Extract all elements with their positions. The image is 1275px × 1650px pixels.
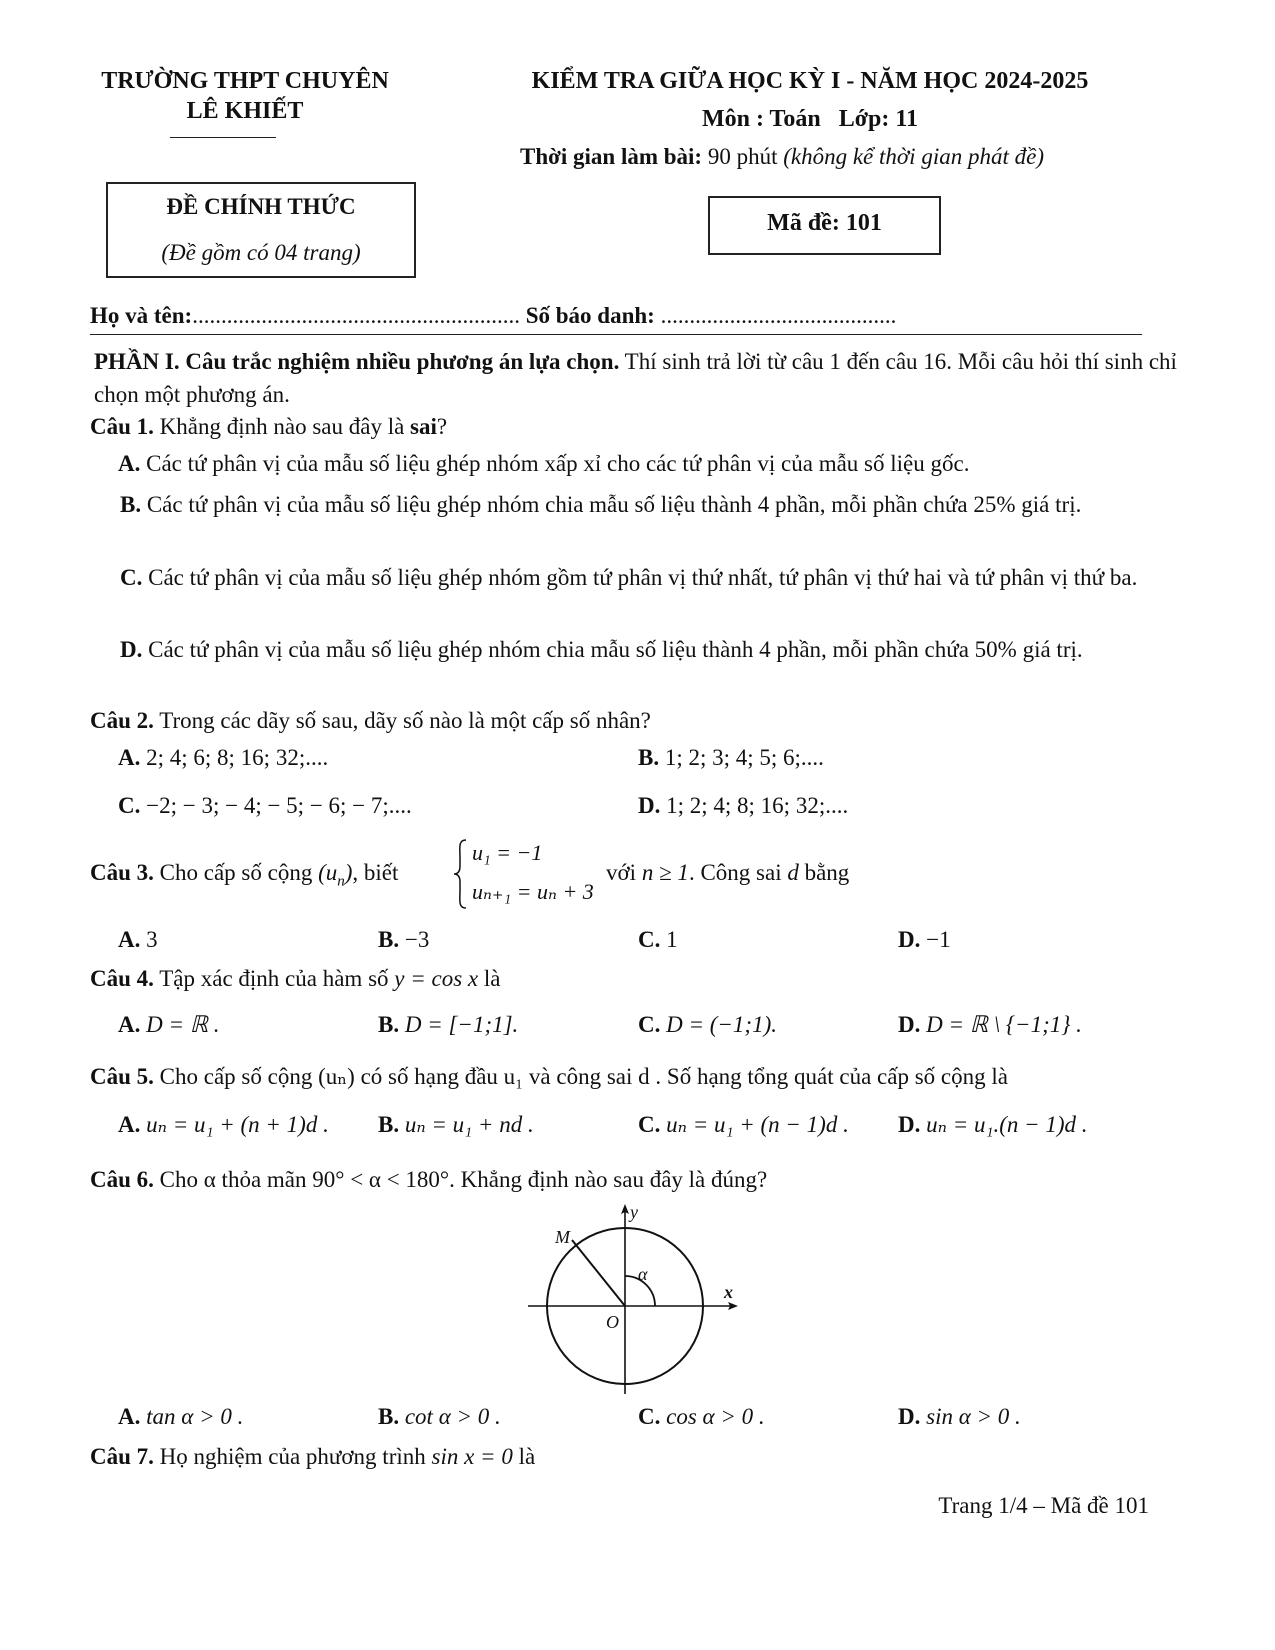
q7-stem: Câu 7. Họ nghiệm của phương trình sin x = 0 là xyxy=(90,1444,536,1469)
q6-stem: Câu 6. Cho α thỏa mãn 90° < α < 180°. Khẳng định nào sau đây là đúng? xyxy=(90,1167,768,1192)
exam-code-box xyxy=(708,196,941,255)
exam-time xyxy=(520,144,1044,170)
exam-code: Mã đề: 101 xyxy=(767,210,882,236)
official-label: ĐỀ CHÍNH THỨC xyxy=(166,194,356,219)
q1-stem xyxy=(90,414,447,440)
q5-option-c: C. uₙ = u₁ + (n − 1)d . xyxy=(638,1112,849,1137)
q3-option-a: A. 3 xyxy=(118,927,158,952)
q5-option-a: A. uₙ = u₁ + (n + 1)d . xyxy=(118,1112,329,1137)
q5-option-b: B. uₙ = u₁ + nd . xyxy=(378,1112,534,1137)
unit-circle-figure xyxy=(520,1198,750,1398)
q3-stem-left: Câu 3. Cho cấp số cộng $(u_n)$, biết xyxy=(90,860,399,890)
school-name-line1: TRƯỜNG THPT CHUYÊN xyxy=(101,68,389,94)
system-eq2: uₙ₊₁ = uₙ + 3 xyxy=(472,879,594,904)
q3-option-d: D. −1 xyxy=(898,927,951,952)
q3-option-b: B. −3 xyxy=(378,927,430,952)
label-m: M xyxy=(555,1227,570,1247)
label-o: O xyxy=(606,1312,619,1332)
q4-stem: Câu 4. Tập xác định của hàm số y = cos x là xyxy=(90,966,501,991)
part1-instruction: Thí sinh trả lời từ câu 1 đến câu 16. Mỗi câu hỏi thí sinh chỉ chọn một phương án. xyxy=(94,349,1177,407)
student-info-line xyxy=(90,303,896,329)
page-footer: Trang 1/4 – Mã đề 101 xyxy=(938,1493,1149,1518)
q4-option-c: C. D = (−1;1). xyxy=(638,1012,778,1037)
radius-om xyxy=(572,1240,625,1306)
name-label: Họ và tên: xyxy=(90,303,193,328)
q2-option-b: B. 1; 2; 3; 4; 5; 6;.... xyxy=(638,745,824,770)
q6-option-b: B. cot α > 0 . xyxy=(378,1404,501,1429)
q1-option-c: C. Các tứ phân vị của mẫu số liệu ghép nhóm gồm tứ phân vị thứ nhất, tứ phân vị thứ hai và tứ phân vị thứ ba. xyxy=(120,565,1138,590)
q3-option-c: C. 1 xyxy=(638,927,678,952)
q6-option-d: D. sin α > 0 . xyxy=(898,1404,1021,1429)
time-note: (không kể thời gian phát đề) xyxy=(783,144,1044,169)
part1-title: PHẦN I. Câu trắc nghiệm nhiều phương án lựa chọn. xyxy=(94,349,620,374)
q1-option-b: B. Các tứ phân vị của mẫu số liệu ghép nhóm chia mẫu số liệu thành 4 phần, mỗi phần chứa 25% giá trị. xyxy=(120,492,1082,517)
part1-heading xyxy=(94,345,1204,411)
q2-option-c: C. −2; − 3; − 4; − 5; − 6; − 7;.... xyxy=(118,793,412,818)
pages-note: (Đề gồm có 04 trang) xyxy=(161,240,361,265)
time-value: 90 phút xyxy=(707,144,778,169)
time-label: Thời gian làm bài: xyxy=(520,144,703,169)
q4-option-a: A. D = ℝ . xyxy=(118,1012,220,1037)
id-label: Số báo danh: xyxy=(525,303,655,328)
official-exam-box xyxy=(106,182,416,278)
q1-text-end: ? xyxy=(436,414,448,439)
q6-option-a: A. tan α > 0 . xyxy=(118,1404,244,1429)
q1-option-a: A. Các tứ phân vị của mẫu số liệu ghép nhóm xấp xỉ cho các tứ phân vị của mẫu số liệu gốc. xyxy=(118,451,970,476)
header-underline xyxy=(170,137,276,138)
name-dots: ......................................................... xyxy=(192,303,520,328)
q5-stem: Câu 5. Cho cấp số cộng (uₙ) có số hạng đầu u₁ và công sai d . Số hạng tổng quát của cấp số cộng là xyxy=(90,1064,1008,1089)
q4-option-b: B. D = [−1;1]. xyxy=(378,1012,519,1037)
exam-title: KIỂM TRA GIỮA HỌC KỲ I - NĂM HỌC 2024-2025 xyxy=(531,68,1089,94)
q4-option-d: D. D = ℝ \ {−1;1} . xyxy=(898,1012,1082,1037)
q5-option-d: D. uₙ = u₁.(n − 1)d . xyxy=(898,1112,1088,1137)
q3-stem-right: với n ≥ 1. Công sai d bằng xyxy=(606,860,850,885)
label-x: x xyxy=(724,1282,733,1302)
subject-grade: Môn : Toán Lớp: 11 xyxy=(701,106,919,132)
label-alpha: α xyxy=(638,1264,648,1284)
q1-text: Khẳng định nào sau đây là xyxy=(153,414,411,439)
system-brace xyxy=(452,838,468,910)
system-eq1: u₁ = −1 xyxy=(472,840,543,865)
id-dots: ......................................... xyxy=(660,303,897,328)
header-divider xyxy=(90,334,1142,335)
q2-option-a: A. 2; 4; 6; 8; 16; 32;.... xyxy=(118,745,329,770)
q2-option-d: D. 1; 2; 4; 8; 16; 32;.... xyxy=(638,793,849,818)
school-name-line2: LÊ KHIẾT xyxy=(186,98,304,124)
label-y: y xyxy=(630,1202,638,1222)
q1-option-d: D. Các tứ phân vị của mẫu số liệu ghép nhóm chia mẫu số liệu thành 4 phần, mỗi phần chứa 50% giá trị. xyxy=(120,637,1083,662)
q1-label: Câu 1. xyxy=(90,414,154,439)
q6-option-c: C. cos α > 0 . xyxy=(638,1404,765,1429)
q2-stem: Câu 2. Trong các dãy số sau, dãy số nào là một cấp số nhân? xyxy=(90,708,651,733)
q1-text-bold: sai xyxy=(410,414,437,439)
